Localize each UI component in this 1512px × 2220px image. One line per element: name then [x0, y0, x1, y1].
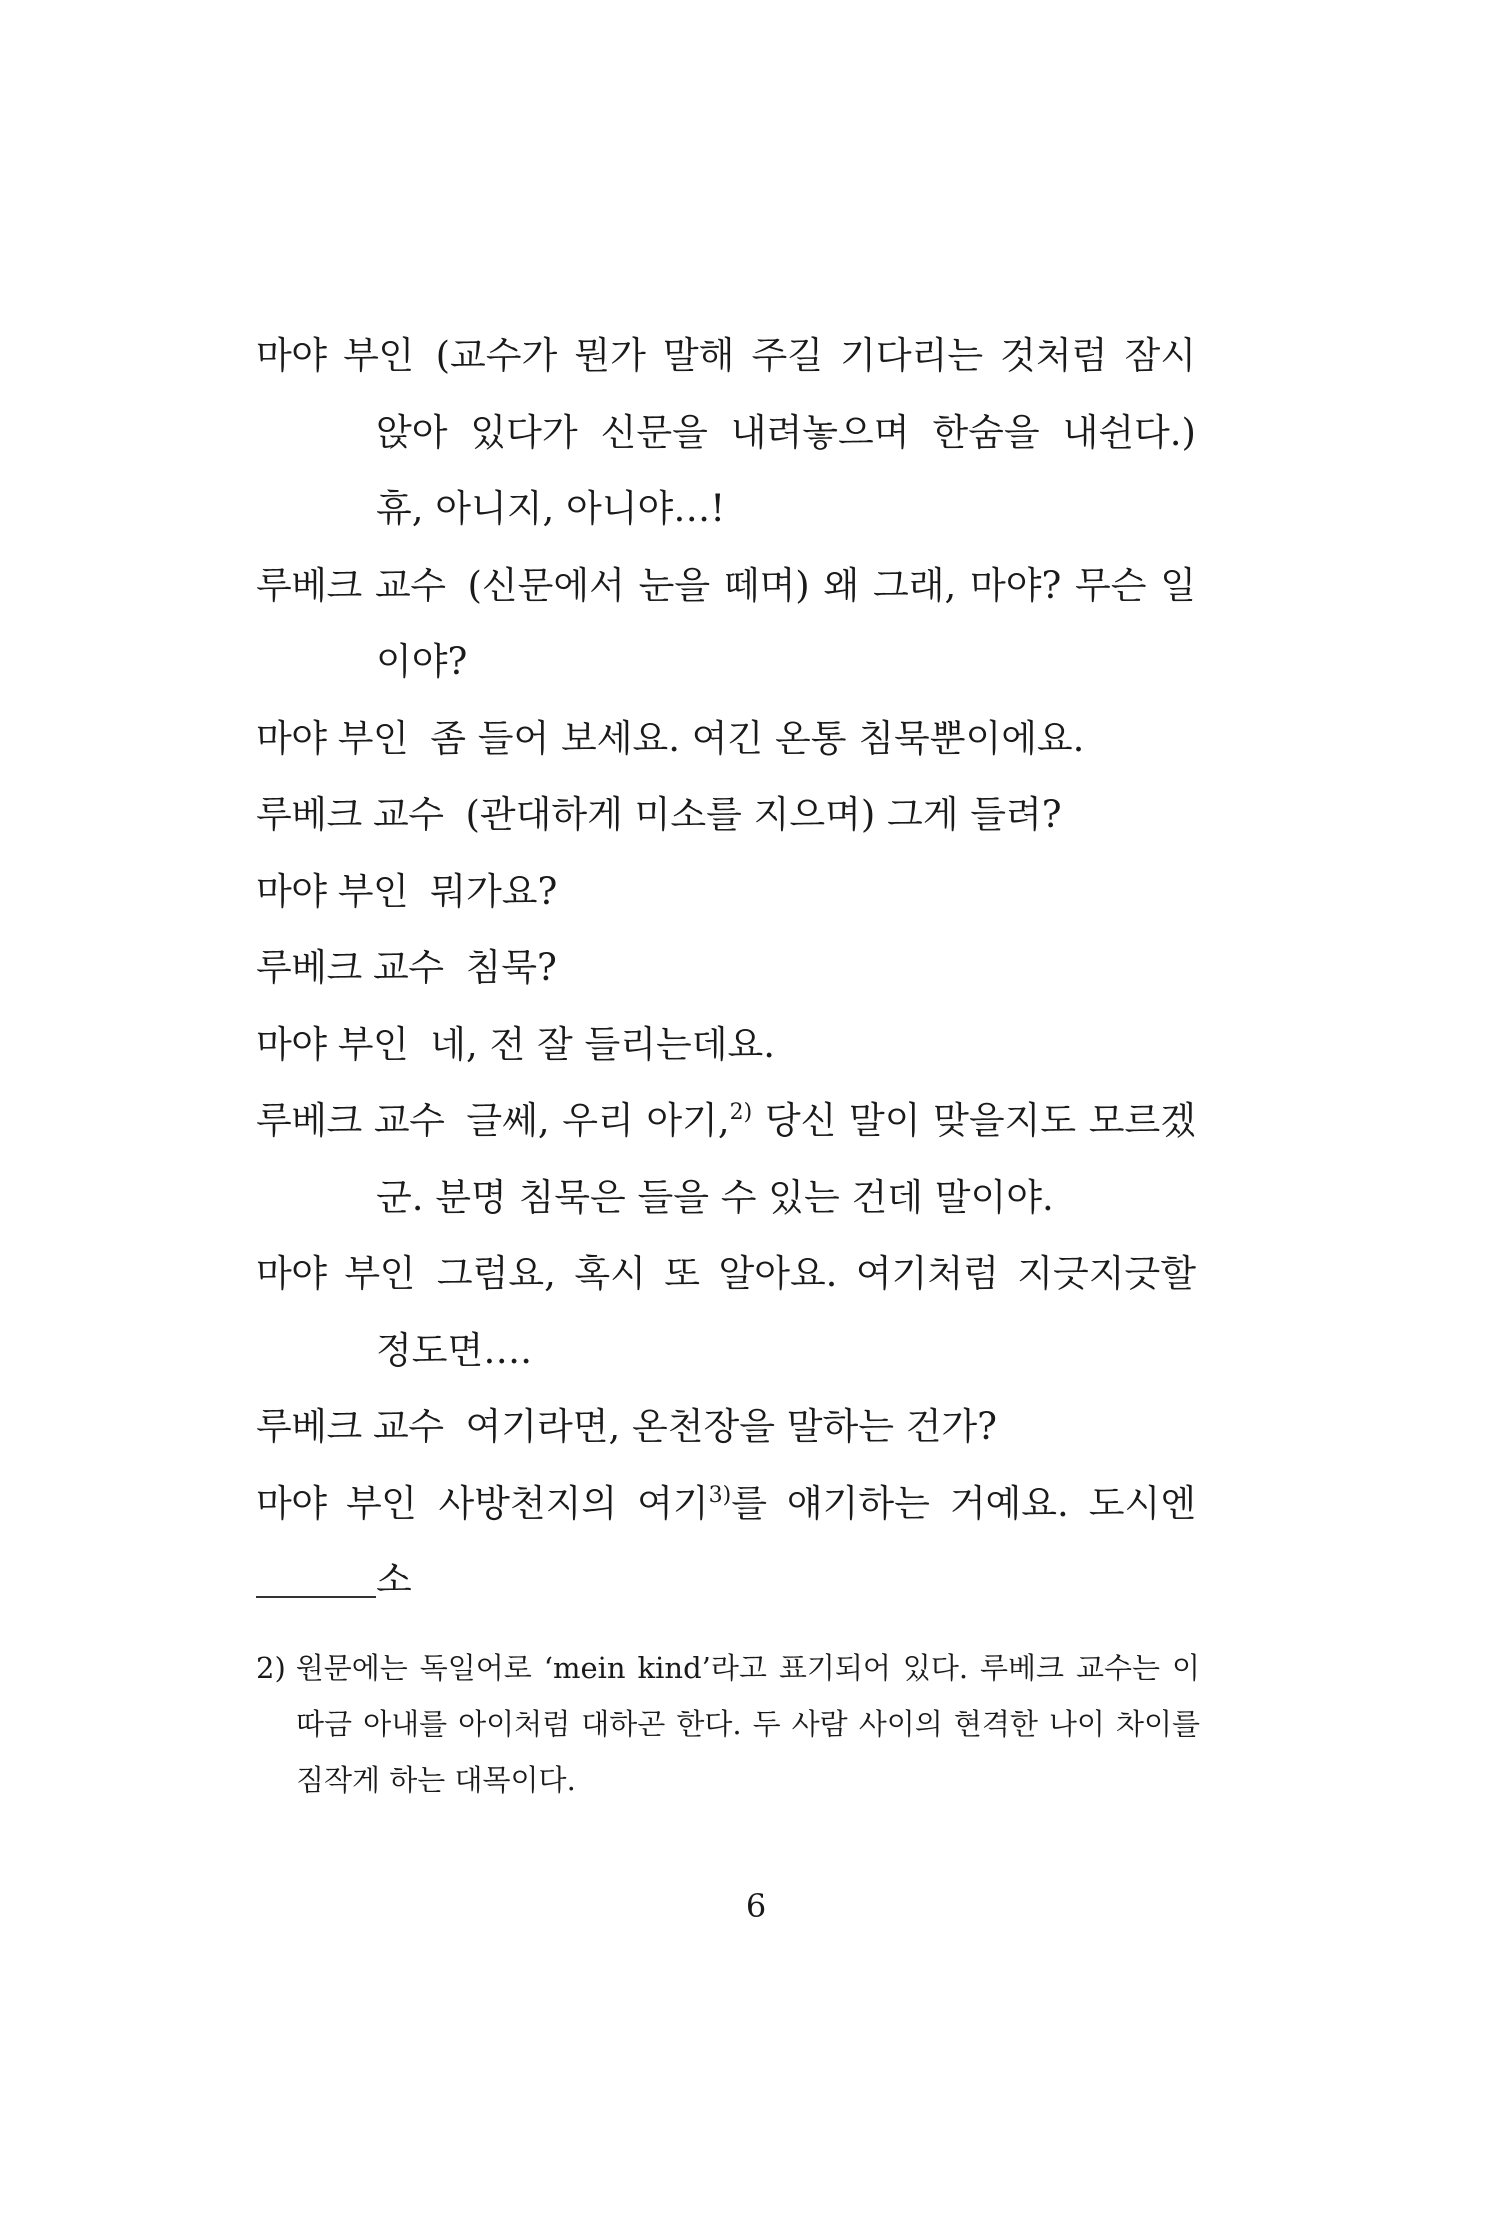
speaker-name: 루베크 교수	[256, 1405, 444, 1448]
script-body	[256, 318, 1196, 1619]
speaker-name: 루베크 교수	[256, 563, 446, 607]
dialogue-line	[256, 1236, 1196, 1389]
speaker-name: 마야 부인	[256, 1481, 417, 1525]
speaker-name: 마야 부인	[256, 334, 414, 377]
dialogue-line	[256, 1083, 1196, 1236]
dialogue-text: 네, 전 잘 들리는데요.	[430, 1022, 775, 1066]
footnote-text: 원문에는 독일어로 ‘mein kind’라고 표기되어 있다. 루베크 교수는 이따금 아내를 아이처럼 대하곤 한다. 두 사람 사이의 현격한 나이 차이를 짐작게 하는 대목이다.	[295, 1651, 1200, 1797]
dialogue-text: 사방천지의 여기	[438, 1481, 709, 1525]
footnote-number: 2)	[256, 1651, 286, 1685]
speaker-name: 마야 부인	[256, 869, 409, 913]
dialogue-line	[256, 854, 1196, 931]
dialogue-text: (신문에서 눈을 떼며) 왜 그래, 마야? 무슨 일이야?	[376, 563, 1196, 683]
dialogue-line	[256, 930, 1196, 1007]
speaker-name: 루베크 교수	[256, 1099, 445, 1142]
dialogue-line	[256, 777, 1196, 854]
dialogue-text-continued: 당신 말이 맞을지도 모르겠군. 분명 침묵은 들을 수 있는 건데 말이야.	[376, 1099, 1196, 1219]
page-number: 6	[745, 1887, 767, 1925]
speaker-name: 마야 부인	[256, 1022, 409, 1066]
dialogue-text: (교수가 뭔가 말해 주길 기다리는 것처럼 잠시 앉아 있다가 신문을 내려놓으며 한숨을 내쉰다.) 휴, 아니지, 아니야…!	[376, 334, 1196, 530]
dialogue-text: 좀 들어 보세요. 여긴 온통 침묵뿐이에요.	[430, 716, 1085, 760]
dialogue-text: 여기라면, 온천장을 말하는 건가?	[465, 1405, 998, 1448]
dialogue-line	[256, 548, 1196, 701]
dialogue-line	[256, 1389, 1196, 1466]
dialogue-text-continued: 를 얘기하는 거예요. 도시엔 소	[376, 1481, 1196, 1601]
dialogue-text: 글쎄, 우리 아기,	[466, 1099, 730, 1142]
dialogue-line	[256, 318, 1196, 548]
speaker-name: 루베크 교수	[256, 793, 444, 836]
footnote-marker: 2)	[729, 1100, 753, 1125]
footnote-marker: 3)	[708, 1482, 732, 1508]
speaker-name: 마야 부인	[256, 1252, 415, 1295]
speaker-name: 마야 부인	[256, 716, 409, 760]
dialogue-text: (관대하게 미소를 지으며) 그게 들려?	[465, 793, 1062, 836]
speaker-name: 루베크 교수	[256, 946, 444, 989]
footnote-divider	[256, 1596, 376, 1598]
dialogue-line	[256, 1466, 1196, 1619]
dialogue-text: 뭐가요?	[430, 869, 558, 913]
footnotes	[256, 1640, 1200, 1808]
footnote	[256, 1640, 1200, 1808]
dialogue-text: 침묵?	[465, 946, 557, 989]
dialogue-line	[256, 701, 1196, 778]
dialogue-text: 그럼요, 혹시 또 알아요. 여기처럼 지긋지긋할 정도면….	[376, 1252, 1197, 1372]
dialogue-line	[256, 1007, 1196, 1084]
